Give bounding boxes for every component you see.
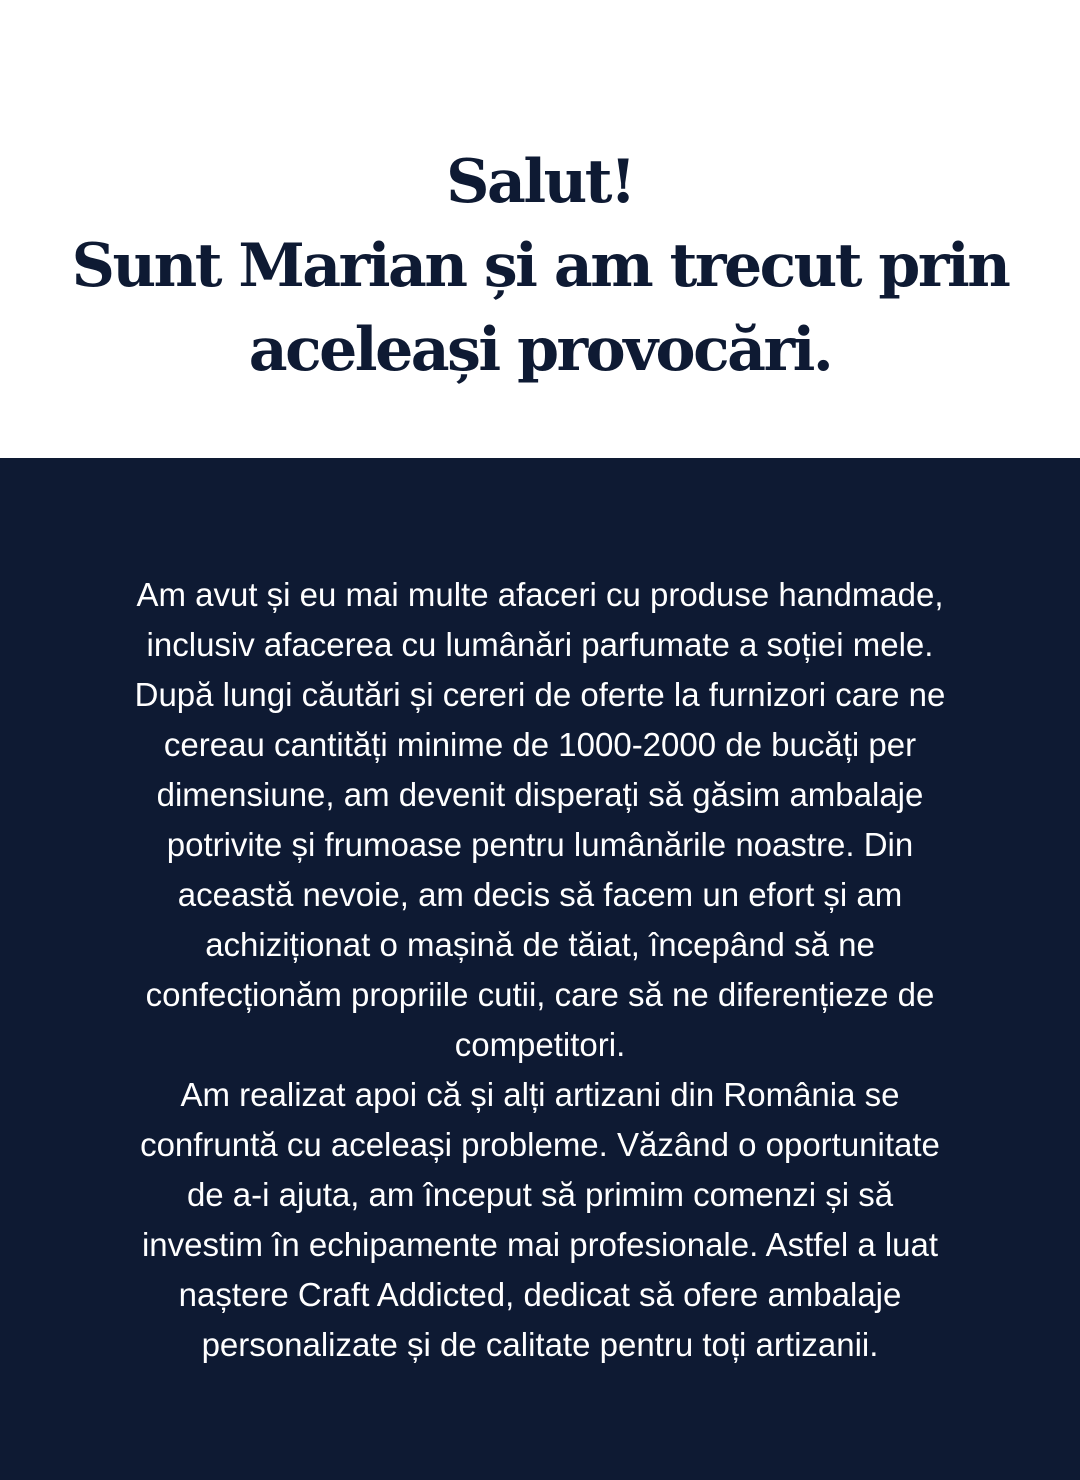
story-section — [0, 458, 1080, 1480]
headline-line-1: Salut! — [446, 147, 634, 217]
story-line: inclusiv afacerea cu lumânări parfumate a soției mele. — [146, 626, 934, 663]
story-line: personalizate și de calitate pentru toți artizanii. — [201, 1326, 879, 1363]
story-line: Am avut și eu mai multe afaceri cu produse handmade, — [136, 576, 944, 613]
story-line: această nevoie, am decis să facem un efort și am — [177, 876, 903, 913]
story-text — [40, 570, 1040, 1370]
headline — [40, 140, 1040, 392]
story-line: achiziționat o mașină de tăiat, începând să ne — [205, 926, 875, 963]
story-line: investim în echipamente mai profesionale. Astfel a luat — [141, 1226, 939, 1263]
header-section — [0, 0, 1080, 458]
story-line: potrivite și frumoase pentru lumânările noastre. Din — [166, 826, 914, 863]
story-line: După lungi căutări și cereri de oferte la furnizori care ne — [134, 676, 946, 713]
story-line: naștere Craft Addicted, dedicat să ofere ambalaje — [178, 1276, 902, 1313]
story-line: de a-i ajuta, am început să primim comenzi și să — [186, 1176, 894, 1213]
story-line: cereau cantități minime de 1000-2000 de bucăți per — [163, 726, 917, 763]
story-line: confruntă cu aceleași probleme. Văzând o oportunitate — [140, 1126, 940, 1163]
story-line: Am realizat apoi că și alți artizani din România se — [180, 1076, 900, 1113]
headline-line-3: aceleași provocări. — [248, 315, 832, 385]
story-line: competitori. — [454, 1026, 626, 1063]
headline-line-2: Sunt Marian și am trecut prin — [71, 231, 1009, 301]
story-line: dimensiune, am devenit disperați să găsim ambalaje — [156, 776, 924, 813]
story-line: confecționăm propriile cutii, care să ne diferențieze de — [145, 976, 935, 1013]
